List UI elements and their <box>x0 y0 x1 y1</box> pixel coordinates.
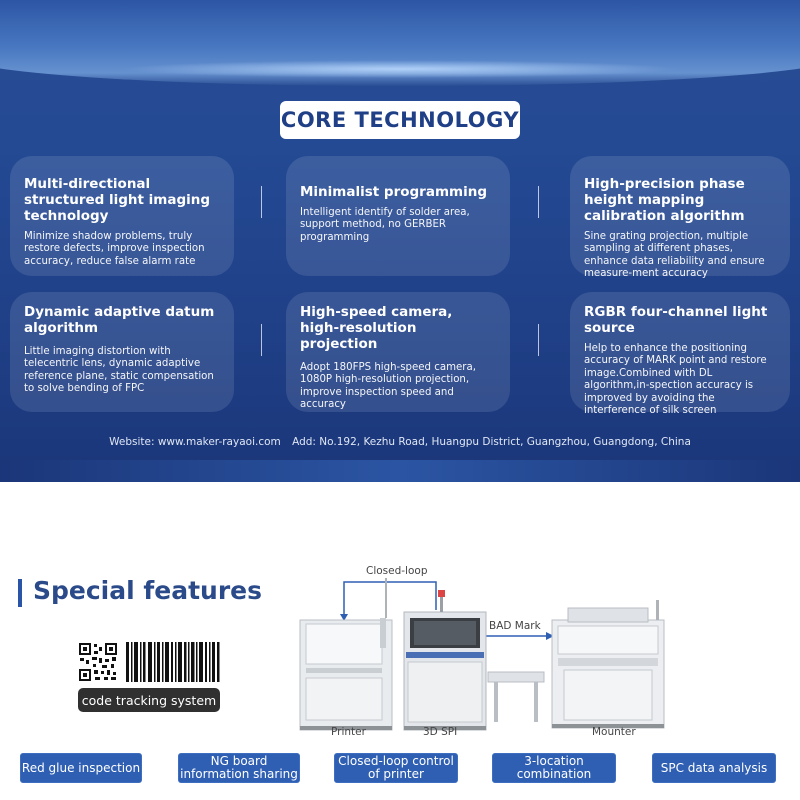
feature-spc: SPC data analysis <box>652 753 776 783</box>
closed-loop-label: Closed-loop <box>366 565 428 577</box>
header-glow <box>120 60 680 78</box>
feature-closed-loop: Closed-loop control of printer <box>334 753 458 783</box>
barcode-icon <box>126 642 220 682</box>
card-title: High-speed camera, high-resolution projection <box>300 304 453 352</box>
code-tracking-label: code tracking system <box>78 688 220 712</box>
mounter-machine-icon <box>552 600 664 728</box>
feature-red-glue: Red glue inspection <box>20 753 142 783</box>
address-text: Add: No.192, Kezhu Road, Huangpu District, Guangzhou, Guangdong, China <box>292 436 691 448</box>
feature-ng-board: NG board information sharing <box>178 753 300 783</box>
feature-3-location: 3-location combination <box>492 753 616 783</box>
card-desc: Minimize shadow problems, truly restore defects, improve inspection accuracy, reduce false alarm rate <box>24 231 205 267</box>
special-features-title: Special features <box>33 576 263 605</box>
card-structured-light <box>10 156 234 276</box>
contact-footer <box>0 436 800 448</box>
card-desc: Sine grating projection, multiple sampling at different phases, enhance data reliability and ensure measure-ment accuracy <box>584 231 765 280</box>
divider <box>538 324 539 356</box>
card-title: RGBR four-channel light source <box>584 304 768 336</box>
card-title: Multi-directional structured light imaging technology <box>24 176 211 224</box>
production-line-diagram <box>280 560 790 740</box>
divider <box>538 186 539 218</box>
card-phase-height-mapping <box>570 156 790 280</box>
card-dynamic-datum <box>10 292 234 412</box>
spi-label: 3D SPI <box>423 726 458 738</box>
section-accent-bar <box>18 579 22 607</box>
panel-bottom-strip <box>0 460 800 482</box>
qr-code-icon <box>78 642 118 682</box>
printer-machine-icon <box>300 578 392 730</box>
card-title: Dynamic adaptive datum algorithm <box>24 304 215 336</box>
closed-loop-arrow <box>344 582 436 614</box>
card-rgbr-light <box>570 292 790 417</box>
card-desc: Little imaging distortion with telecentric lens, dynamic adaptive reference plane, static compensation to solve bending of FPC <box>24 346 214 395</box>
spi-machine-icon <box>404 590 486 730</box>
printer-label: Printer <box>331 726 366 738</box>
card-desc: Adopt 180FPS high-speed camera, 1080P high-resolution projection, improve inspection speed and accuracy <box>300 362 476 411</box>
barcode-graphic <box>78 642 220 682</box>
bad-mark-label: BAD Mark <box>489 620 541 632</box>
card-high-speed-camera <box>286 292 510 412</box>
card-desc: Intelligent identify of solder area, support method, no GERBER programming <box>300 207 470 243</box>
card-minimalist-programming <box>286 156 510 276</box>
divider <box>261 324 262 356</box>
card-title: High-precision phase height mapping calibration algorithm <box>584 176 745 224</box>
website-text: Website: www.maker-rayaoi.com <box>109 436 281 448</box>
card-title: Minimalist programming <box>300 184 487 200</box>
mounter-label: Mounter <box>592 726 636 738</box>
core-technology-title: CORE TECHNOLOGY <box>280 101 520 139</box>
divider <box>261 186 262 218</box>
card-desc: Help to enhance the positioning accuracy of MARK point and restore image.Combined with DL algorithm,in-spection accuracy is improved by avoiding the interference of silk screen <box>584 343 767 417</box>
conveyor-icon <box>488 672 544 722</box>
